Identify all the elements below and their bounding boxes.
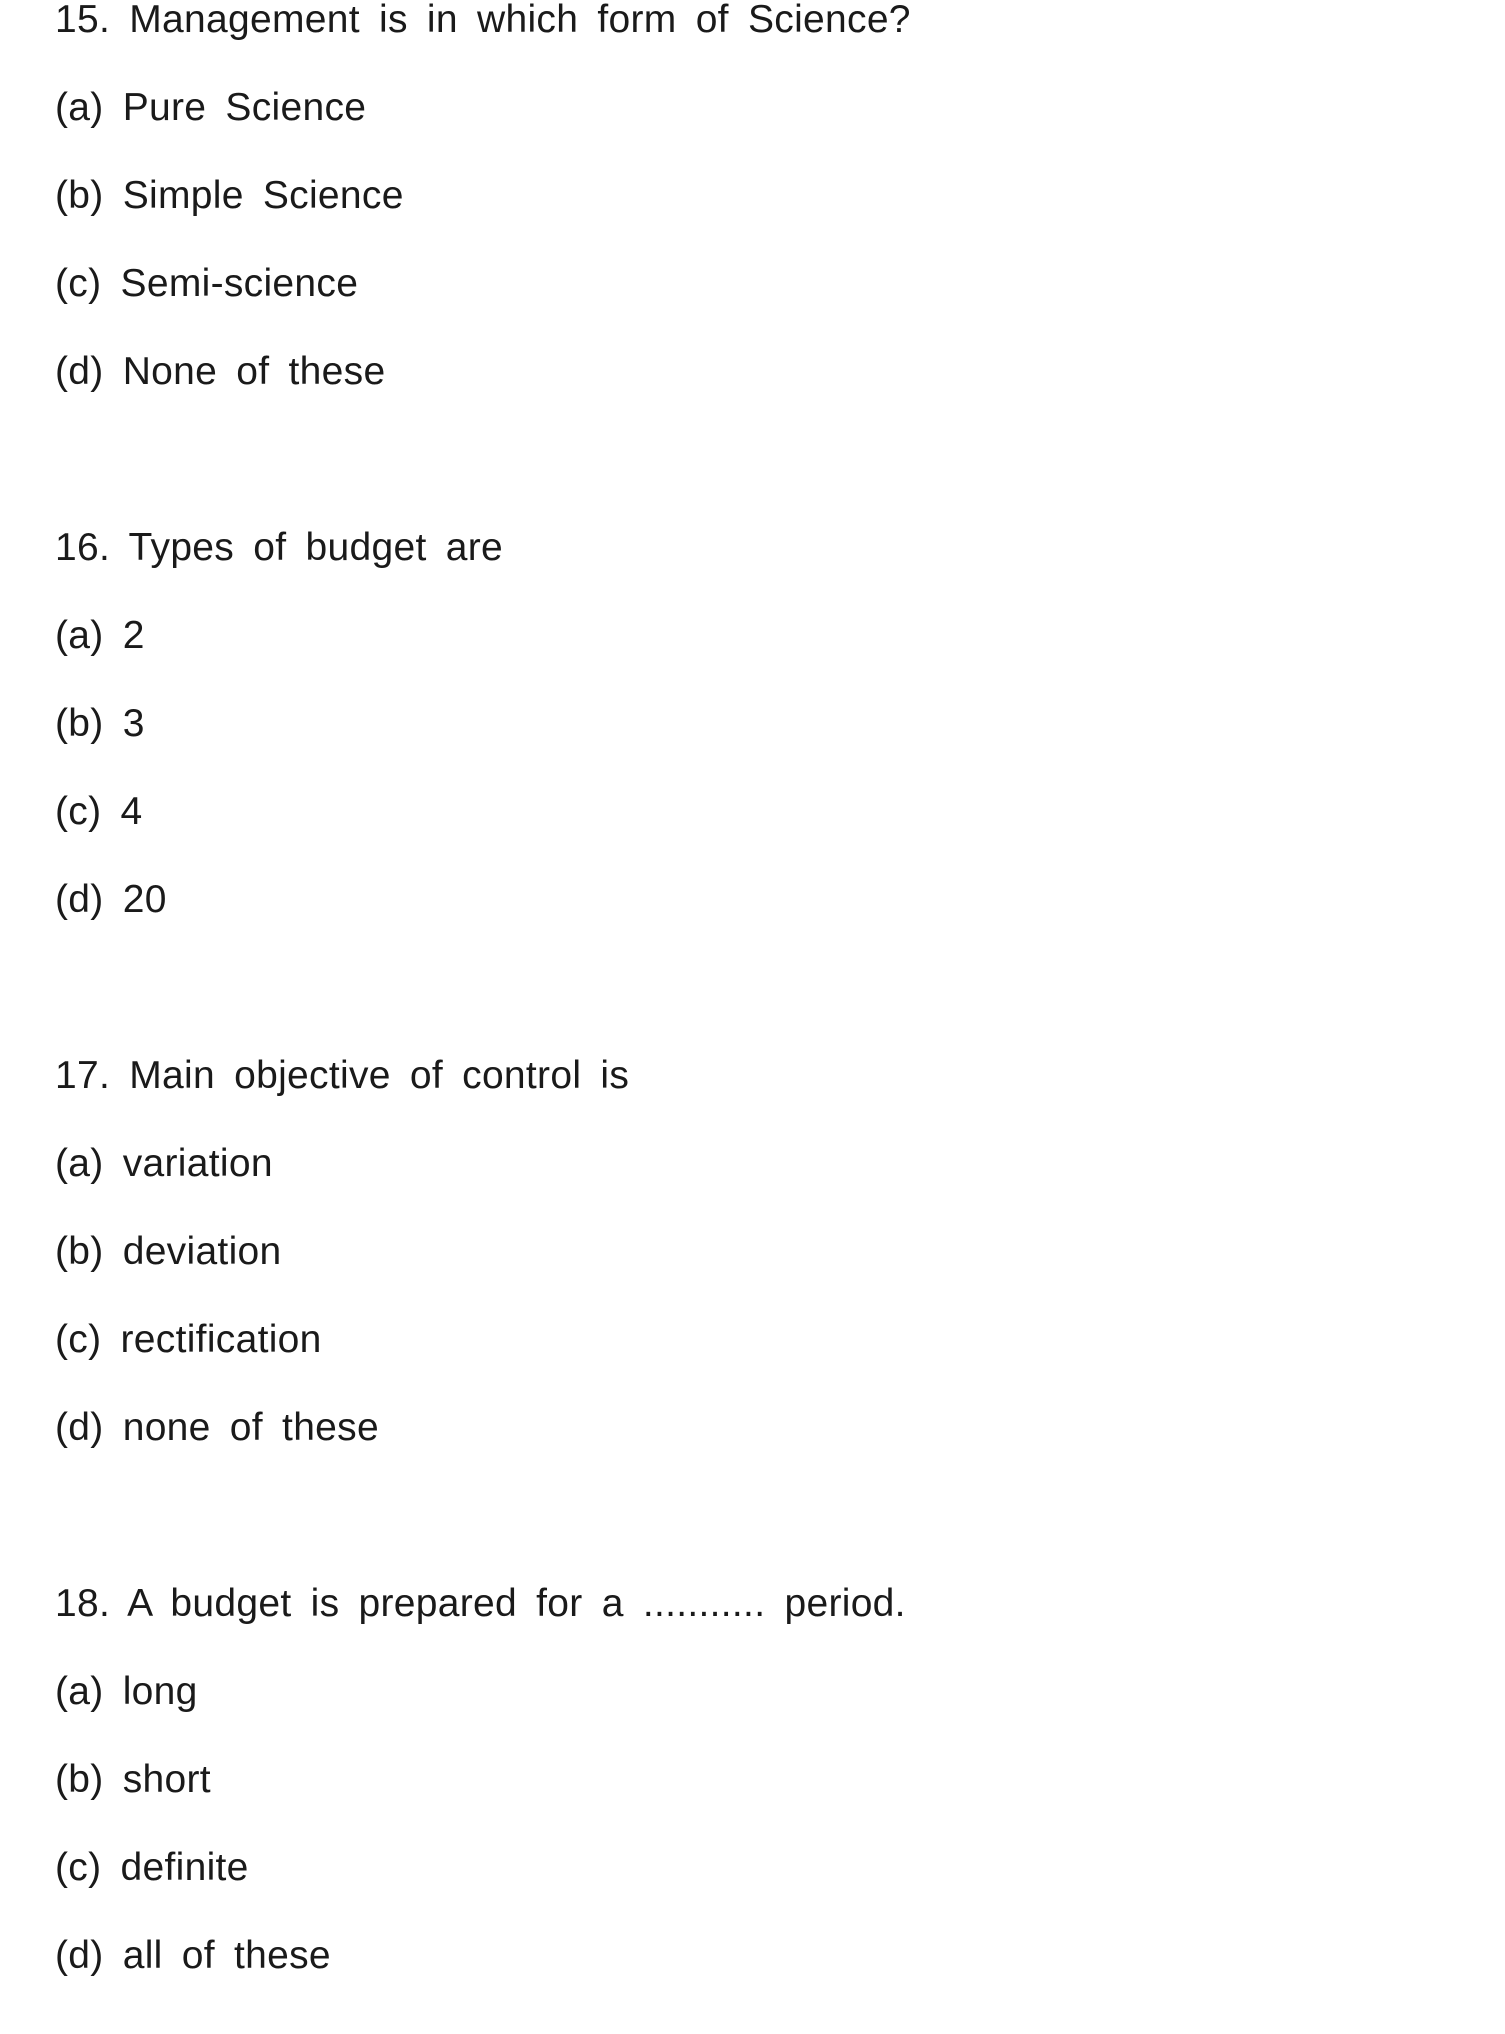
question-17	[55, 1054, 1455, 1450]
question-text: 15. Management is in which form of Science?	[55, 0, 911, 41]
question-text: 17. Main objective of control is	[55, 1054, 630, 1097]
option-d: (d) 20	[55, 878, 167, 921]
option-c: (c) rectification	[55, 1318, 322, 1361]
option-c: (c) 4	[55, 790, 143, 833]
option-a: (a) Pure Science	[55, 86, 367, 129]
option-b: (b) deviation	[55, 1230, 282, 1273]
option-a: (a) variation	[55, 1142, 273, 1185]
question-text: 18. A budget is prepared for a ........... period.	[55, 1582, 906, 1625]
question-16	[55, 526, 1455, 922]
option-d: (d) none of these	[55, 1406, 379, 1449]
option-b: (b) short	[55, 1758, 211, 1801]
option-b: (b) Simple Science	[55, 174, 404, 217]
question-18	[55, 1582, 1455, 1978]
option-d: (d) all of these	[55, 1934, 331, 1977]
option-b: (b) 3	[55, 702, 145, 745]
question-text: 16. Types of budget are	[55, 526, 503, 569]
option-a: (a) long	[55, 1670, 198, 1713]
option-c: (c) Semi-science	[55, 262, 359, 305]
option-c: (c) definite	[55, 1846, 249, 1889]
option-a: (a) 2	[55, 614, 145, 657]
option-d: (d) None of these	[55, 350, 386, 393]
question-15	[55, 0, 1455, 394]
